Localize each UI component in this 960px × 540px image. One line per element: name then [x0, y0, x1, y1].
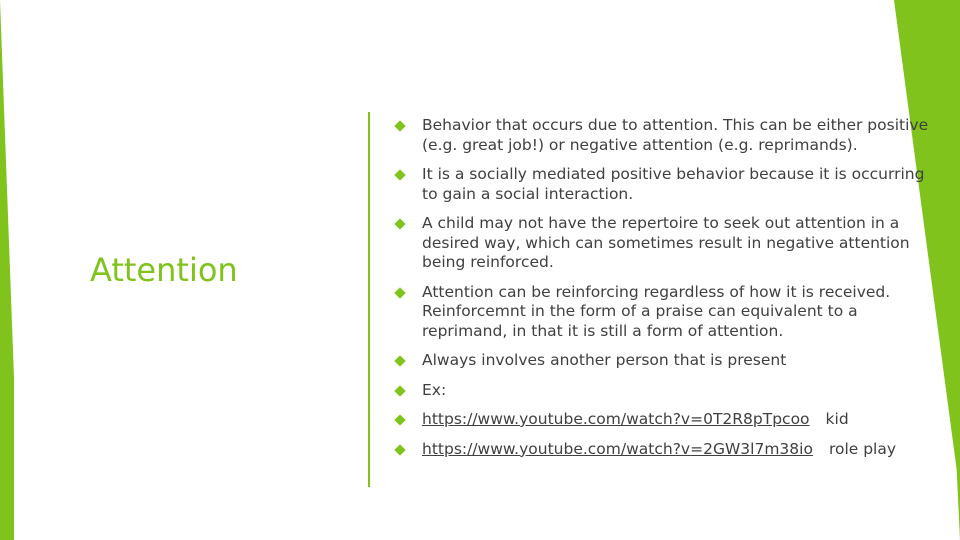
diamond-bullet-icon: [394, 414, 405, 425]
bullet-text: Attention can be reinforcing regardless of how it is received. Reinforcemnt in the form of a praise can equivalent to a reprimand, in that it is still a form of attention.: [422, 282, 891, 340]
youtube-link-kid[interactable]: https://www.youtube.com/watch?v=0T2R8pTpcoo: [422, 410, 810, 428]
bullet-text: Ex:: [422, 380, 447, 399]
diamond-bullet-icon: [394, 120, 405, 131]
diamond-bullet-icon: [394, 355, 405, 366]
bullet-text: Always involves another person that is present: [422, 351, 787, 369]
bullet-item-link: [392, 440, 940, 460]
bullet-item-link: [392, 410, 940, 430]
diamond-bullet-icon: [394, 169, 405, 180]
bullet-item: [392, 283, 940, 342]
link-label: role play: [828, 439, 897, 458]
vertical-divider: [368, 112, 370, 487]
bullet-item: [392, 116, 940, 155]
bullet-item: [392, 165, 940, 204]
bullet-text: A child may not have the repertoire to seek out attention in a desired way, which can sometimes result in negative attention being reinforced.: [422, 214, 910, 271]
link-label: kid: [825, 410, 849, 428]
bullet-list: [392, 116, 940, 469]
slide-title: Attention: [90, 251, 238, 289]
bullet-item: [392, 381, 940, 401]
diamond-bullet-icon: [394, 287, 405, 298]
bullet-item: [392, 214, 940, 273]
bullet-text: Behavior that occurs due to attention. This can be either positive (e.g. great job!) or negative attention (e.g. reprimands).: [422, 116, 929, 154]
diamond-bullet-icon: [394, 385, 405, 396]
diamond-bullet-icon: [394, 444, 405, 455]
bullet-text: [422, 410, 940, 430]
left-accent-shape: [0, 0, 14, 540]
diamond-bullet-icon: [394, 218, 405, 229]
bullet-text: It is a socially mediated positive behavior because it is occurring to gain a social interaction.: [422, 165, 925, 203]
bullet-text: [422, 440, 940, 460]
youtube-link-role-play[interactable]: https://www.youtube.com/watch?v=2GW3l7m38io: [422, 439, 813, 458]
bullet-item: [392, 351, 940, 371]
